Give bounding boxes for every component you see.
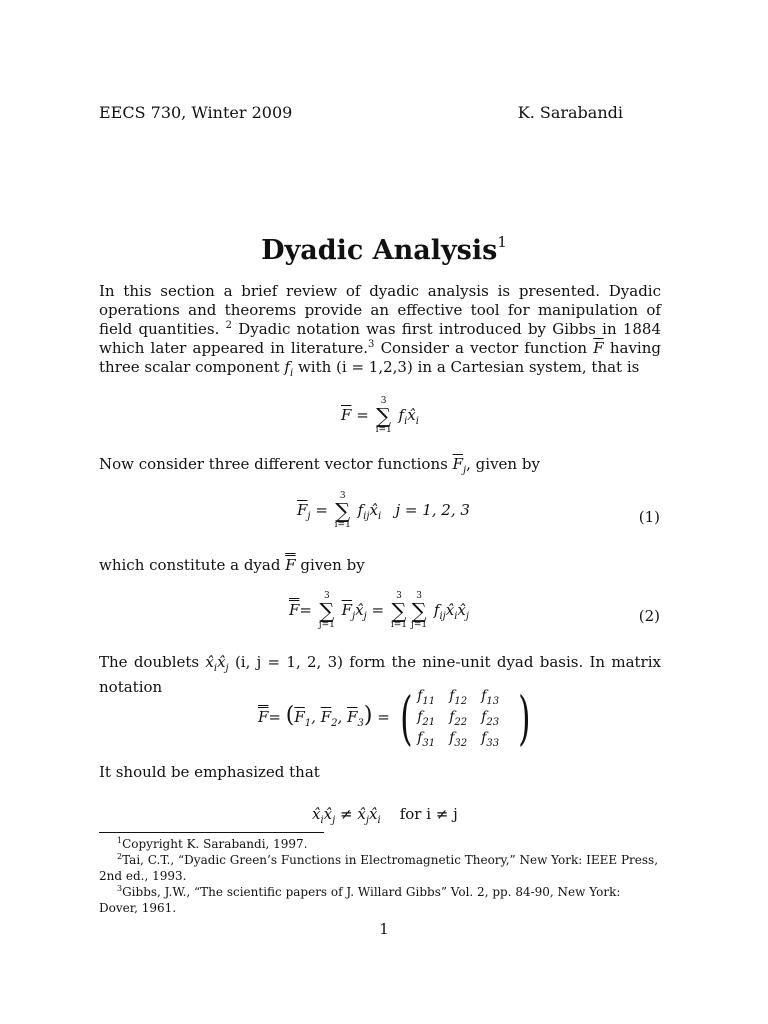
sum-symbol: 3 ∑ j=1 (318, 591, 335, 630)
intro-footnote-mark-2: 2 (225, 320, 232, 331)
matrix-cell: $f_{13}$ (481, 688, 500, 707)
footnote-1: $^1$Copyright K. Sarabandi, 1997. (117, 836, 308, 851)
equation-vector-f: $\overline{F}$ = 3 ∑ i=1 $f_ix̂_i$ (341, 396, 419, 435)
header-left: EECS 730, Winter 2009 (99, 103, 293, 122)
equation-matrix: $F= (\overline{F}_1$, $\overline{F}_2$, $\overline{F}_3$) = ( $f_{11}$ $f_{12}$ $f_{13}$ $f_{21}$ $f_{22}$ $f_{23}$ $f_{31}$ $f_{32}$ $f_{33}$ ) (258, 688, 536, 748)
matrix-cell: $f_{12}$ (449, 688, 468, 707)
intro-vector-f: $\overline{F}$ (593, 339, 604, 357)
equation-1: $\overline{F}_j$ = 3 ∑ i=1 $f_{ij}x̂_i$ j = 1, 2, 3 (297, 491, 470, 530)
sum-symbol: 3 ∑ i=1 (375, 396, 392, 435)
page-title (0, 233, 768, 266)
title-text: Dyadic Analysis (261, 235, 498, 266)
equation-2: F= 3 ∑ j=1 $\overline{F}_jx̂_j$ = 3 ∑ i=1 3 ∑ j=1 $f_{ij}x̂_ix̂_j$ (289, 591, 469, 630)
matrix-cell: $f_{31}$ (417, 729, 436, 749)
dyad-f: F (285, 556, 296, 574)
header-right: K. Sarabandi (517, 103, 623, 122)
matrix-cell: $f_{11}$ (417, 688, 436, 707)
sum-symbol: 3 ∑ i=1 (334, 491, 351, 530)
matrix-cell: $f_{33}$ (481, 729, 500, 749)
paragraph-dyad: which constitute a dyad F given by (99, 556, 365, 574)
title-footnote-mark: 1 (497, 233, 507, 251)
equation-2-number: (2) (638, 607, 660, 625)
matrix-cell: $f_{21}$ (417, 708, 436, 728)
matrix-cell: $f_{23}$ (481, 708, 500, 728)
intro-paragraph (99, 282, 661, 383)
intro-footnote-mark-3: 3 (368, 339, 375, 350)
sum-symbol: 3 ∑ j=1 (411, 591, 428, 630)
footnote-2: $^2$Tai, C.T., “Dyadic Green’s Functions in Electromagnetic Theory,” New York: IEEE Press, 2nd ed., 1993. (99, 852, 659, 883)
footnote-rule (99, 832, 324, 833)
intro-text-3: Consider a vector function (380, 339, 588, 357)
equation-noncommutative: $x̂_ix̂_j$ ≠ $x̂_jx̂_i$ for i ≠ j (312, 805, 458, 826)
sum-symbol: 3 ∑ i=1 (390, 591, 408, 630)
intro-text-4: having three scalar component (99, 339, 661, 376)
paragraph-doublets: The doublets $x̂_ix̂_j$ (i, j = 1, 2, 3) form the nine-unit dyad basis. In matrix notation (99, 653, 661, 696)
intro-text-5: with (i = 1,2,3) in a Cartesian system, that is (297, 358, 640, 376)
page-number: 1 (379, 920, 389, 938)
matrix-cell: $f_{32}$ (449, 729, 468, 749)
coefficient-matrix: ( $f_{11}$ $f_{12}$ $f_{13}$ $f_{21}$ $f_{22}$ $f_{23}$ $f_{31}$ $f_{32}$ $f_{33}$ ) (399, 684, 531, 753)
paragraph-emphasis: It should be emphasized that (99, 763, 320, 781)
intro-text-1: In this section a brief review of dyadic analysis is presented. Dyadic operations and theorems provide an effective tool for manipulation of field quantities. (99, 282, 661, 338)
matrix-cell: $f_{22}$ (449, 708, 468, 728)
intro-text-2: Dyadic notation was first introduced by Gibbs in 1884 which later appeared in literature. (99, 320, 661, 357)
equation-1-number: (1) (638, 508, 660, 526)
intro-component: $f_i$ (284, 358, 294, 379)
paragraph-vector-functions: Now consider three different vector functions $\overline{F}_j$, given by (99, 455, 540, 476)
footnote-3: $^3$Gibbs, J.W., “The scientific papers of J. Willard Gibbs” Vol. 2, pp. 84-90, New York: Dover, 1961. (99, 884, 621, 915)
